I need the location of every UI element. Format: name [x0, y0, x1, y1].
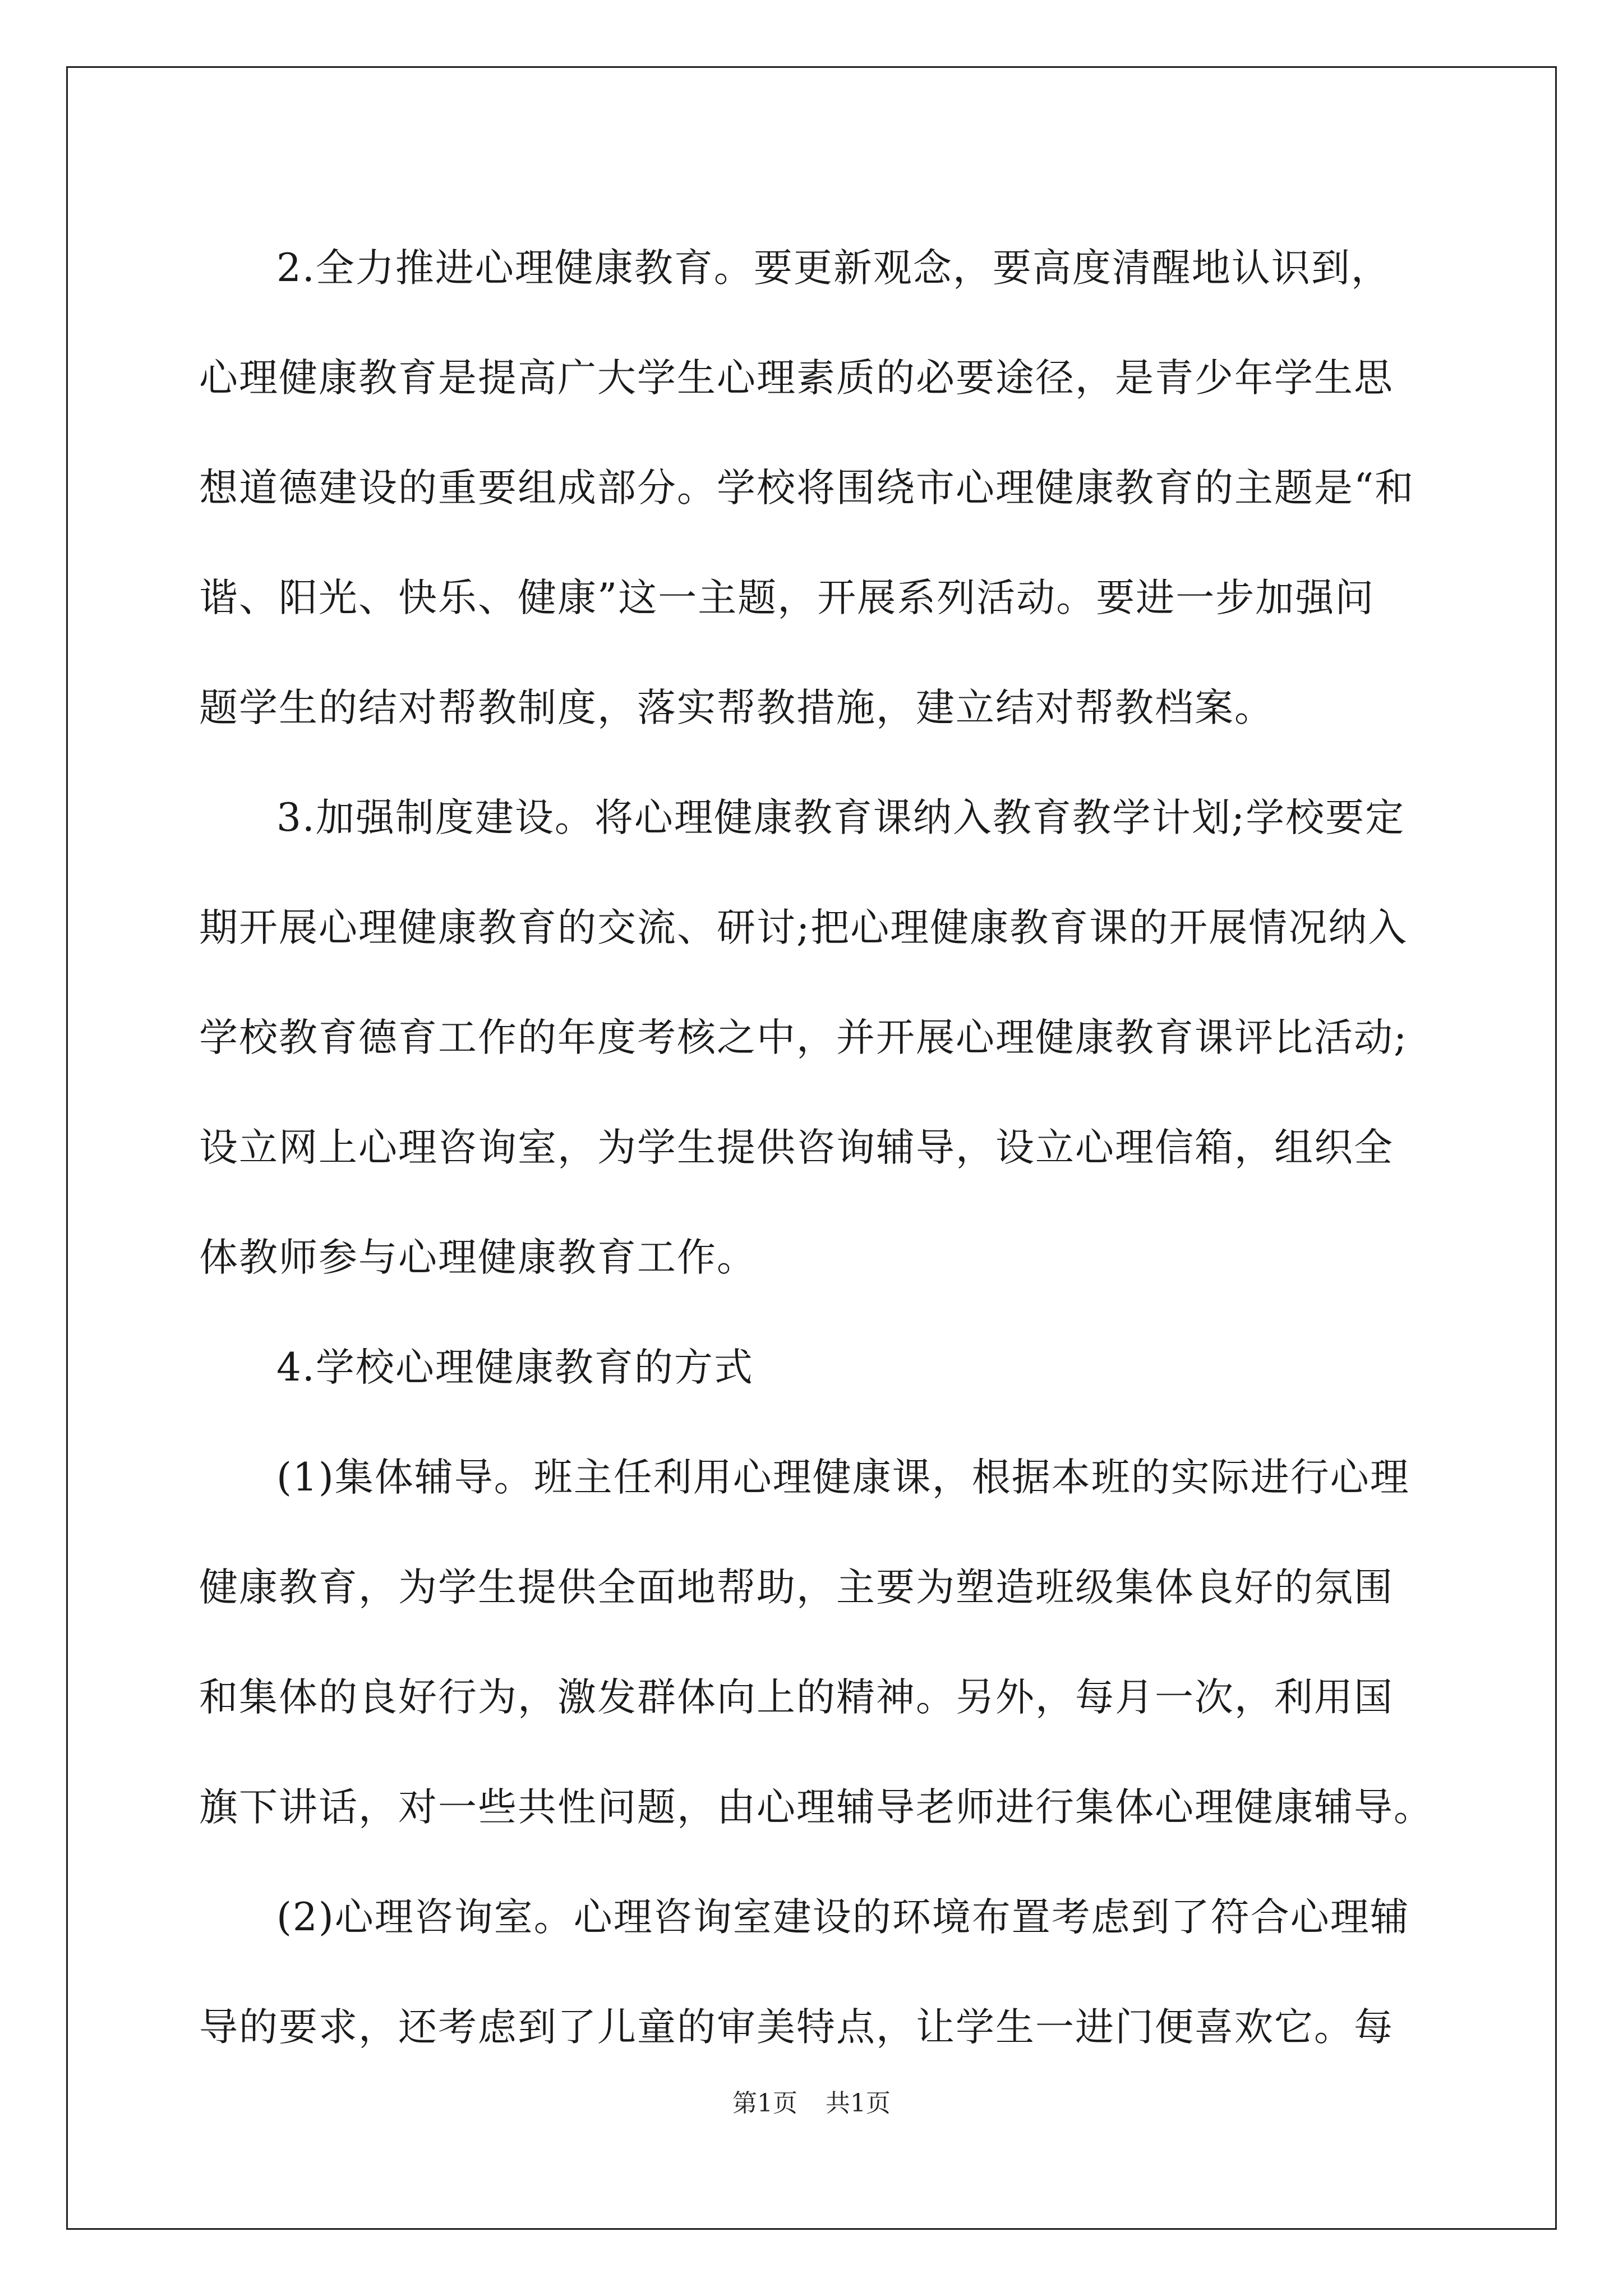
text-line: 和集体的良好行为，激发群体向上的精神。另外，每月一次，利用国 [199, 1675, 1394, 1720]
text-line: 题学生的结对帮教制度，落实帮教措施，建立结对帮教档案。 [199, 685, 1274, 730]
page-count: 共1页 [826, 2089, 891, 2118]
text-line: 旗下讲话，对一些共性问题，由心理辅导老师进行集体心理健康辅导。 [199, 1785, 1433, 1830]
page-footer [0, 2087, 1623, 2120]
text-line: 心理健康教育是提高广大学生心理素质的必要途径，是青少年学生思 [199, 356, 1394, 401]
text-line: 4.学校心理健康教育的方式 [276, 1345, 754, 1390]
text-line: 期开展心理健康教育的交流、研讨;把心理健康教育课的开展情况纳入 [199, 905, 1408, 950]
text-line: 想道德建设的重要组成部分。学校将围绕市心理健康教育的主题是“和 [199, 466, 1415, 510]
text-line: 3.加强制度建设。将心理健康教育课纳入教育教学计划;学校要定 [276, 795, 1405, 840]
text-line: (1)集体辅导。班主任利用心理健康课，根据本班的实际进行心理 [276, 1455, 1410, 1500]
document-body [199, 213, 1433, 2082]
text-line: 健康教育，为学生提供全面地帮助，主要为塑造班级集体良好的氛围 [199, 1565, 1394, 1610]
text-line: (2)心理咨询室。心理咨询室建设的环境布置考虑到了符合心理辅 [276, 1895, 1410, 1940]
text-line: 学校教育德育工作的年度考核之中，并开展心理健康教育课评比活动; [199, 1015, 1408, 1060]
text-line: 2.全力推进心理健康教育。要更新观念，要高度清醒地认识到， [276, 246, 1391, 291]
text-line: 体教师参与心理健康教育工作。 [199, 1235, 757, 1280]
text-line: 设立网上心理咨询室，为学生提供咨询辅导，设立心理信箱，组织全 [199, 1125, 1394, 1170]
page-number: 第1页 [732, 2089, 797, 2118]
text-line: 导的要求，还考虑到了儿童的审美特点，让学生一进门便喜欢它。每 [199, 2005, 1394, 2050]
text-line: 谐、阳光、快乐、健康”这一主题，开展系列活动。要进一步加强问 [199, 576, 1375, 620]
